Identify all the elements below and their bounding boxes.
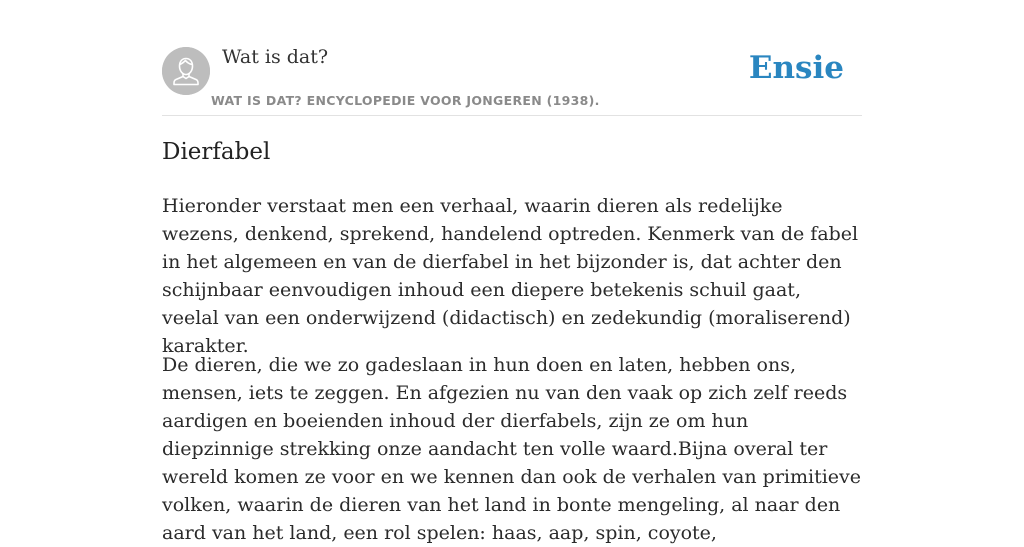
source-header — [162, 46, 862, 116]
source-title[interactable]: Wat is dat? — [222, 46, 329, 68]
article-title: Dierfabel — [162, 139, 271, 165]
article-paragraph-1: Hieronder verstaat men een verhaal, waarin dieren als redelijke wezens, denkend, sprekend, handelend optreden. Kenmerk van de fabel in het algemeen en van de dierfabel in het bijzonder is, dat achter den schijnbaar eenvoudigen inhoud een diepere betekenis schuil gaat, veelal van een onderwijzend (didactisch) en zedekundig (moraliserend) karakter. — [162, 195, 859, 357]
source-avatar[interactable] — [162, 47, 210, 95]
article-paragraph-2: De dieren, die we zo gadeslaan in hun doen en laten, hebben ons, mensen, iets te zeggen. En afgezien nu van den vaak op zich zelf reeds aardigen en boeienden inhoud der dierfabels, zijn ze om hun diepzinnige strekking onze aandacht ten volle waard.Bijna overal ter wereld komen ze voor en we kennen dan ook de verhalen van primitieve volken, waarin de dieren van het land in bonte mengeling, al naar den aard van het land, een rol spelen: haas, aap, spin, coyote, — [162, 354, 862, 544]
header-divider — [162, 115, 862, 116]
source-subtitle[interactable]: WAT IS DAT? ENCYCLOPEDIE VOOR JONGEREN (1938). — [211, 93, 600, 108]
user-icon — [162, 47, 210, 95]
ensie-logo-link[interactable]: Ensie — [748, 50, 844, 86]
